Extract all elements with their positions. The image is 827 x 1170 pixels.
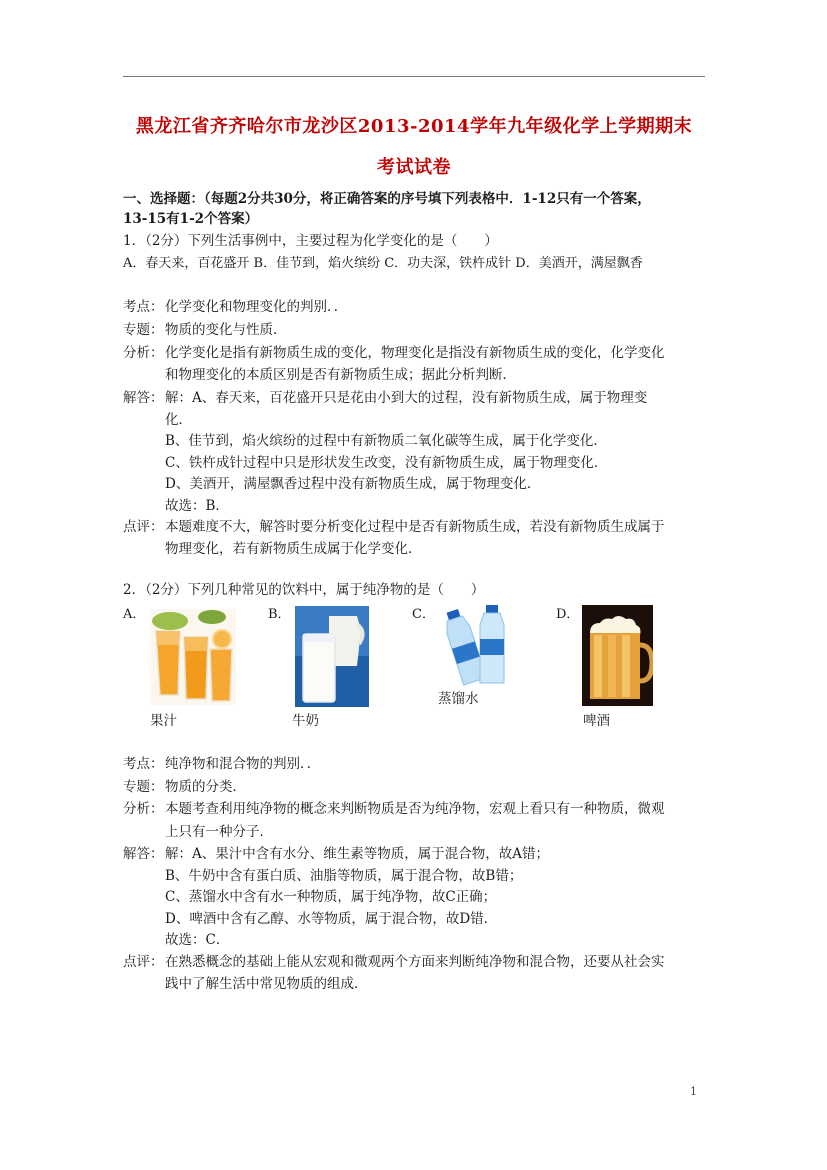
q2-kaodian-label: 考点：	[123, 756, 164, 772]
q2-caption-d: 啤酒	[583, 713, 610, 729]
q2-jieda-line-2: B、牛奶中含有蛋白质、油脂等物质，属于混合物，故B错；	[165, 868, 523, 884]
q1-fenxi-label: 分析：	[123, 345, 164, 361]
page-number: 1	[690, 1085, 697, 1098]
q1-zhuanti: 物质的变化与性质．	[165, 322, 287, 338]
q2-fenxi-line-2: 上只有一种分子．	[165, 824, 273, 840]
q1-dianping-line-2: 物理变化，若有新物质生成属于化学变化．	[165, 541, 422, 557]
q1-jieda-line-2: 化．	[165, 412, 192, 428]
q1-answer: 故选：B．	[165, 498, 229, 514]
q1-stem: 1．（2分）下列生活事例中，主要过程为化学变化的是（ ）	[123, 233, 498, 249]
q1-jieda-line-1: 解：A、春天来，百花盛开只是花由小到大的过程，没有新物质生成，属于物理变	[165, 390, 648, 406]
q1-jieda-line-5: D、美酒开，满屋飘香过程中没有新物质生成，属于物理变化．	[165, 476, 541, 492]
section-heading-cont: 13-15有1-2个答案）	[123, 211, 259, 227]
q1-jieda-line-4: C、铁杵成针过程中只是形状发生改变，没有新物质生成，属于物理变化．	[165, 455, 608, 471]
q2-option-c-label: C．	[412, 607, 435, 622]
q1-options: A．春天来，百花盛开 B．佳节到，焰火缤纷 C．功夫深，铁杵成针 D．美酒开，满屋飘香	[123, 256, 643, 271]
q2-dianping-line-1: 在熟悉概念的基础上能从宏观和微观两个方面来判断纯净物和混合物，还要从社会实	[165, 954, 665, 970]
q2-jieda-line-1: 解：A、果汁中含有水分、维生素等物质，属于混合物，故A错；	[165, 846, 549, 862]
q2-zhuanti-label: 专题：	[123, 779, 164, 795]
q2-option-a-label: A．	[123, 607, 146, 622]
q2-option-d-label: D．	[556, 607, 580, 622]
q2-fenxi-label: 分析：	[123, 801, 164, 817]
q1-kaodian: 化学变化和物理变化的判别．．	[165, 299, 348, 315]
q2-caption-b: 牛奶	[292, 713, 319, 729]
q2-caption-a: 果汁	[150, 713, 177, 729]
q1-dianping-label: 点评：	[123, 519, 164, 535]
q2-dianping-line-2: 践中了解生活中常见物质的组成．	[165, 976, 368, 992]
q2-zhuanti: 物质的分类．	[165, 779, 246, 795]
q1-zhuanti-label: 专题：	[123, 322, 164, 338]
beer-image	[582, 605, 653, 706]
q1-kaodian-label: 考点：	[123, 299, 164, 315]
q2-fenxi-line-1: 本题考查利用纯净物的概念来判断物质是否为纯净物，宏观上看只有一种物质，微观	[165, 801, 665, 817]
q2-caption-c: 蒸馏水	[438, 691, 479, 707]
q2-option-b-label: B．	[268, 607, 291, 622]
juice-image	[150, 609, 236, 705]
q2-kaodian: 纯净物和混合物的判别．．	[165, 756, 321, 772]
document-title-line-2: 考试试卷	[377, 157, 451, 178]
header-rule	[123, 76, 705, 77]
q1-dianping-line-1: 本题难度不大，解答时要分析变化过程中是否有新物质生成，若没有新物质生成属于	[165, 519, 665, 535]
distilled-water-image	[440, 603, 516, 687]
q1-jieda-label: 解答：	[123, 390, 164, 406]
section-heading: 一、选择题：（每题2分共30分，将正确答案的序号填下列表格中．1-12只有一个答案，	[123, 191, 651, 207]
document-title-line-1: 黑龙江省齐齐哈尔市龙沙区2013-2014学年九年级化学上学期期末	[135, 116, 693, 137]
q2-jieda-line-4: D、啤酒中含有乙醇、水等物质，属于混合物，故D错．	[165, 911, 498, 927]
q2-answer: 故选：C．	[165, 932, 230, 948]
q2-jieda-label: 解答：	[123, 846, 164, 862]
q1-fenxi-line-2: 和物理变化的本质区别是否有新物质生成；据此分析判断．	[165, 367, 516, 383]
q2-dianping-label: 点评：	[123, 954, 164, 970]
q1-jieda-line-3: B、佳节到，焰火缤纷的过程中有新物质二氧化碳等生成，属于化学变化．	[165, 433, 607, 449]
q1-fenxi-line-1: 化学变化是指有新物质生成的变化，物理变化是指没有新物质生成的变化，化学变化	[165, 345, 665, 361]
milk-image	[295, 606, 369, 707]
q2-jieda-line-3: C、蒸馏水中含有水一种物质，属于纯净物，故C正确；	[165, 889, 497, 905]
q2-stem: 2．（2分）下列几种常见的饮料中，属于纯净物的是（ ）	[123, 582, 485, 598]
